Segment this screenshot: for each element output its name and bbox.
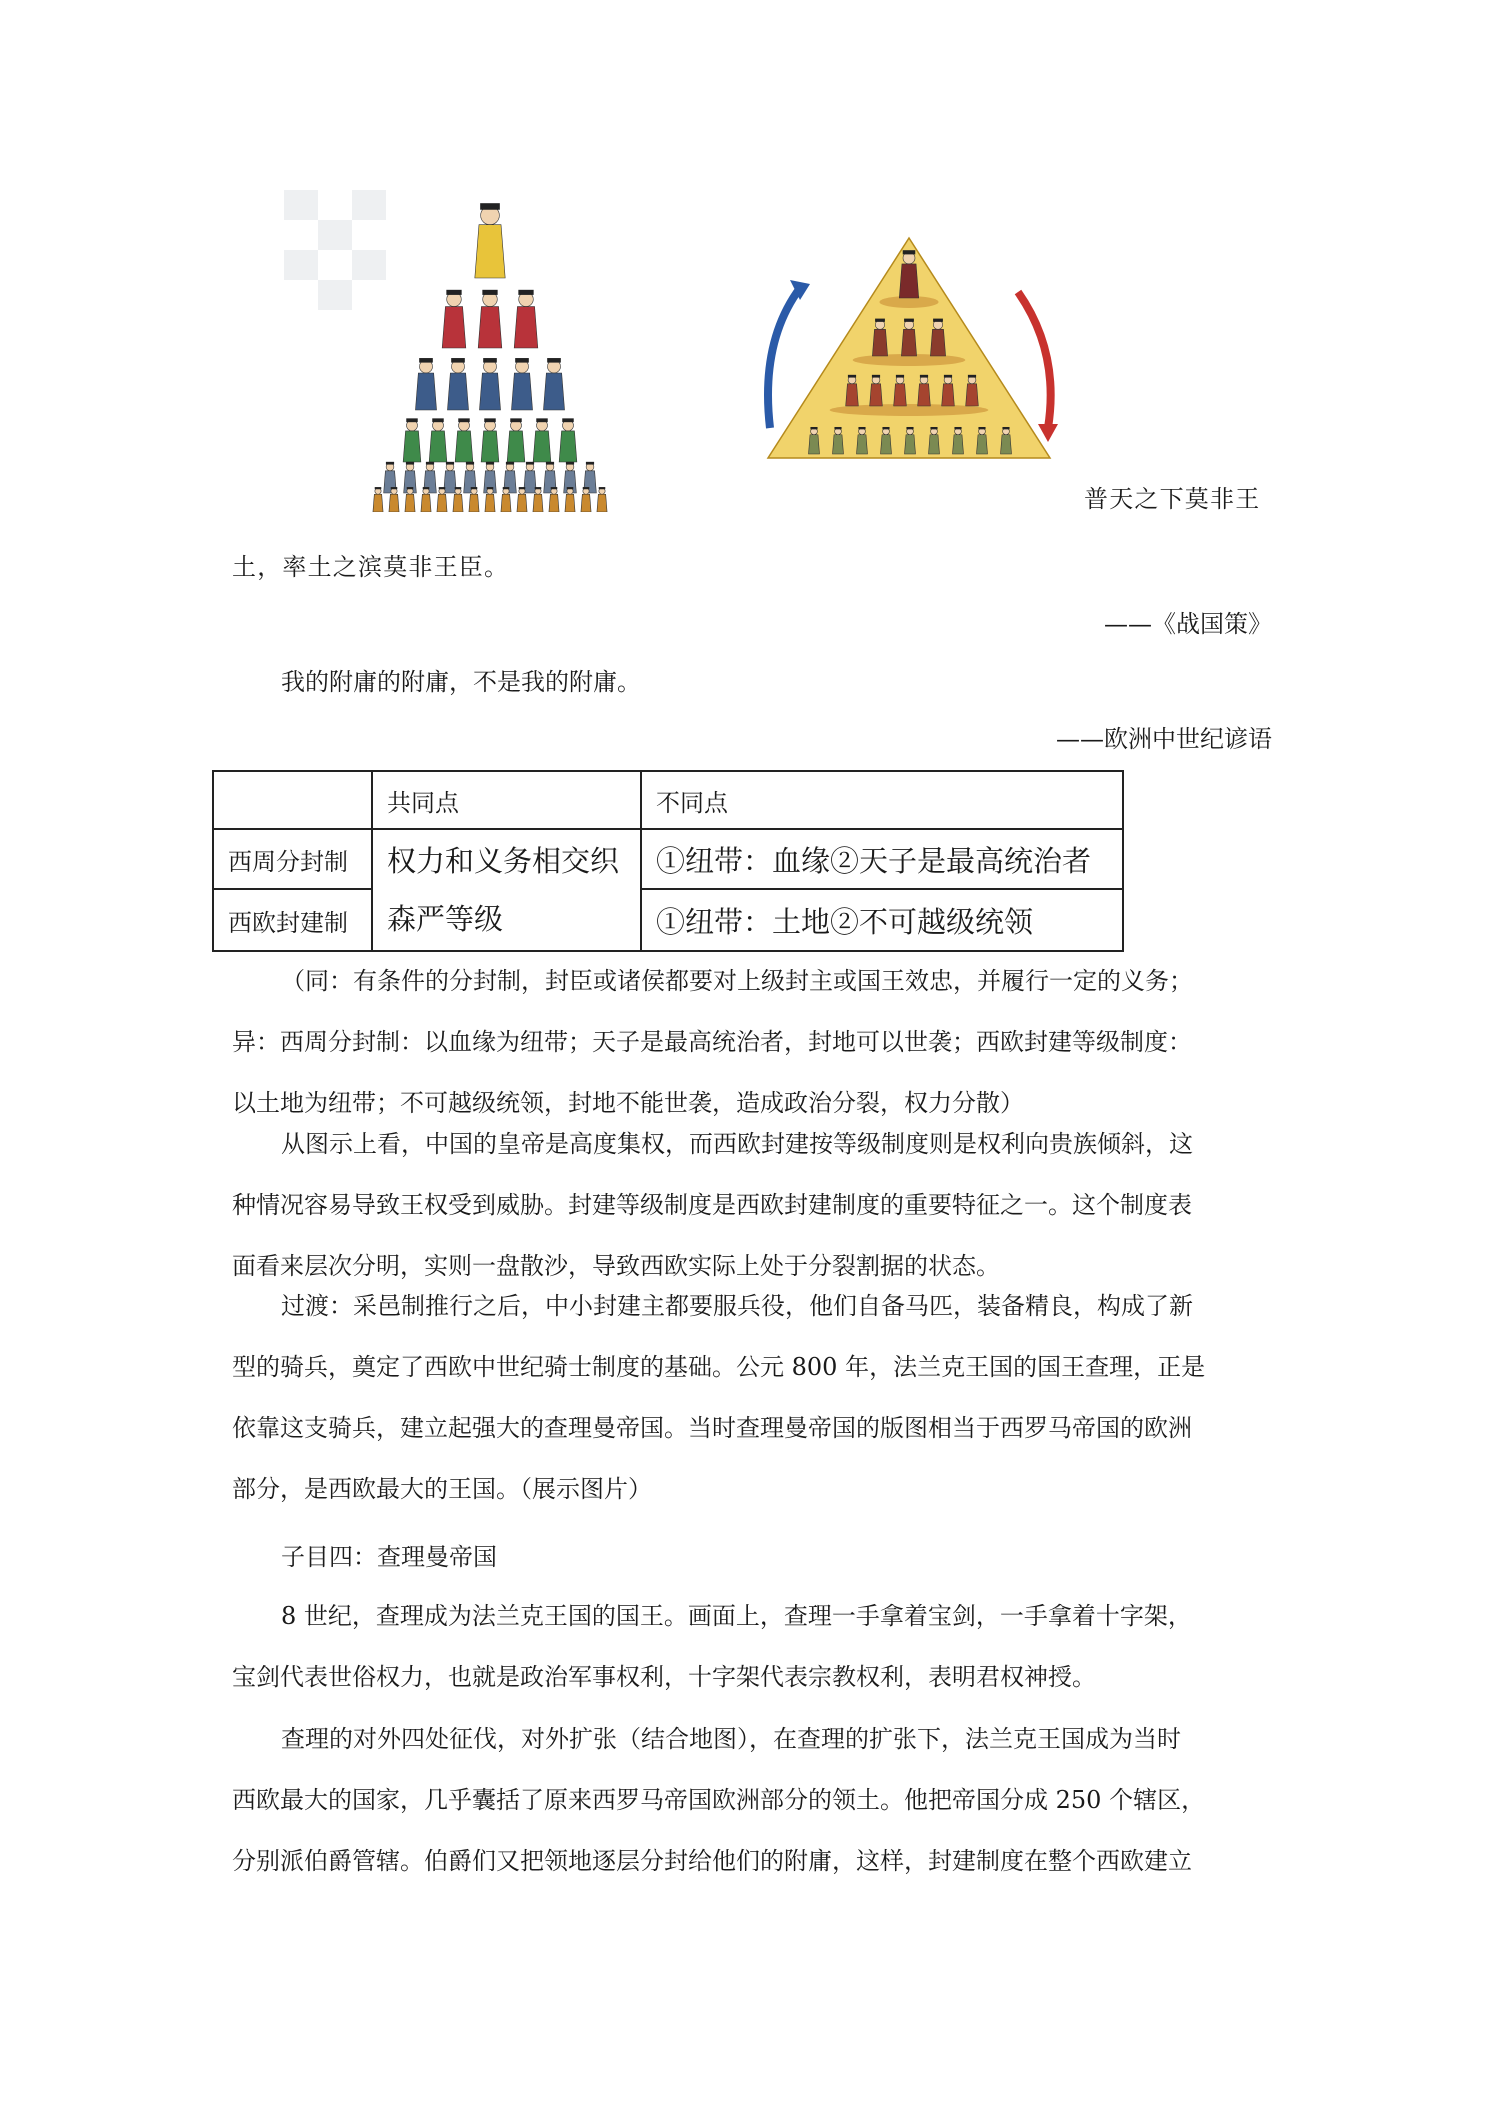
minister-figure	[415, 358, 436, 410]
backdrop-tile	[284, 250, 318, 280]
shi-figure	[507, 418, 525, 462]
quote-line2: 土，率土之滨莫非王臣。	[232, 553, 510, 581]
slave-figure	[373, 487, 383, 512]
diff-cell-europe: ①纽带：土地②不可越级统领	[641, 889, 1123, 951]
paragraph-line: 以土地为纽带；不可越级统领，封地不能世袭，造成政治分裂，权力分散）	[232, 1089, 1024, 1117]
paragraph-line: （同：有条件的分封制，封臣或诸侯都要对上级封主或国王效忠，并履行一定的义务；	[281, 967, 1193, 995]
table-row	[213, 829, 1123, 889]
common-item: 森严等级	[387, 902, 504, 936]
feudal-pyramid-figure	[730, 232, 1088, 464]
backdrop-tile	[318, 220, 352, 250]
shi-figure	[533, 418, 551, 462]
shi-figure	[481, 418, 499, 462]
paragraph-line: 从图示上看，中国的皇帝是高度集权，而西欧封建按等级制度则是权利向贵族倾斜，这	[281, 1130, 1193, 1158]
quote-line1-tail: 普天之下莫非王	[1084, 485, 1261, 513]
shi-figure	[403, 418, 421, 462]
paragraph-line: 子目四：查理曼帝国	[281, 1543, 497, 1571]
comparison-table	[212, 770, 1124, 952]
backdrop-tile	[284, 190, 318, 220]
shi-figure	[559, 418, 577, 462]
proverb: 我的附庸的附庸，不是我的附庸。	[281, 668, 641, 696]
table-header-diff: 不同点	[641, 771, 1123, 829]
paragraph-line: 种情况容易导致王权受到威胁。封建等级制度是西欧封建制度的重要特征之一。这个制度表	[232, 1191, 1192, 1219]
up-arrow-left	[768, 288, 800, 428]
row-label-europe: 西欧封建制	[213, 889, 372, 951]
paragraph-line: 8 世纪，查理成为法兰克王国的国王。画面上，查理一手拿着宝剑，一手拿着十字架，	[281, 1602, 1192, 1630]
paragraph-line: 查理的对外四处征伐，对外扩张（结合地图），在查理的扩张下，法兰克王国成为当时	[281, 1725, 1181, 1753]
arrow-head	[1038, 424, 1058, 442]
paragraph-line: 面看来层次分明，实则一盘散沙，导致西欧实际上处于分裂割据的状态。	[232, 1252, 1000, 1280]
minister-figure	[511, 358, 532, 410]
paragraph-line: 过渡：采邑制推行之后，中小封建主都要服兵役，他们自备马匹，装备精良，构成了新	[281, 1292, 1193, 1320]
backdrop-tile	[352, 250, 386, 280]
diff-cell-zhou: ①纽带：血缘②天子是最高统治者	[641, 829, 1123, 889]
minister-figure	[447, 358, 468, 410]
commoner-figure	[524, 462, 537, 493]
noble-figure	[478, 290, 502, 348]
paragraph-line: 依靠这支骑兵，建立起强大的查理曼帝国。当时查理曼帝国的版图相当于西罗马帝国的欧洲	[232, 1414, 1192, 1442]
king-figure	[475, 203, 505, 278]
table-row	[213, 889, 1123, 951]
row-label-zhou: 西周分封制	[213, 829, 372, 889]
noble-figure	[514, 290, 538, 348]
table-header-row	[213, 771, 1123, 829]
proverb-source: ——欧洲中世纪谚语	[1056, 725, 1272, 753]
table-header-empty	[213, 771, 372, 829]
table-header-common: 共同点	[372, 771, 641, 829]
shi-figure	[429, 418, 447, 462]
paragraph-line: 宝剑代表世俗权力，也就是政治军事权利，十字架代表宗教权利，表明君权神授。	[232, 1663, 1096, 1691]
backdrop-tile	[318, 280, 352, 310]
paragraph-line: 分别派伯爵管辖。伯爵们又把领地逐层分封给他们的附庸，这样，封建制度在整个西欧建立	[232, 1847, 1192, 1875]
noble-figure	[442, 290, 466, 348]
minister-figure	[543, 358, 564, 410]
down-arrow-right	[1018, 292, 1051, 428]
backdrop-tile	[352, 190, 386, 220]
minister-figure	[479, 358, 500, 410]
slave-figure	[597, 487, 607, 512]
shi-figure	[455, 418, 473, 462]
zhou-hierarchy-figure	[278, 190, 618, 512]
paragraph-line: 异：西周分封制：以血缘为纽带；天子是最高统治者，封地可以世袭；西欧封建等级制度：	[232, 1028, 1192, 1056]
paragraph-line: 部分，是西欧最大的王国。（展示图片）	[232, 1475, 652, 1503]
common-item: 权力和义务相交织	[387, 844, 620, 878]
commoner-figure	[444, 462, 457, 493]
quote-source: ——《战国策》	[1104, 610, 1272, 638]
common-cell	[372, 829, 641, 951]
paragraph-line: 型的骑兵，奠定了西欧中世纪骑士制度的基础。公元 800 年，法兰克王国的国王查理，正是	[232, 1353, 1206, 1381]
paragraph-line: 西欧最大的国家，几乎囊括了原来西罗马帝国欧洲部分的领土。他把帝国分成 250 个辖区，	[232, 1786, 1206, 1814]
